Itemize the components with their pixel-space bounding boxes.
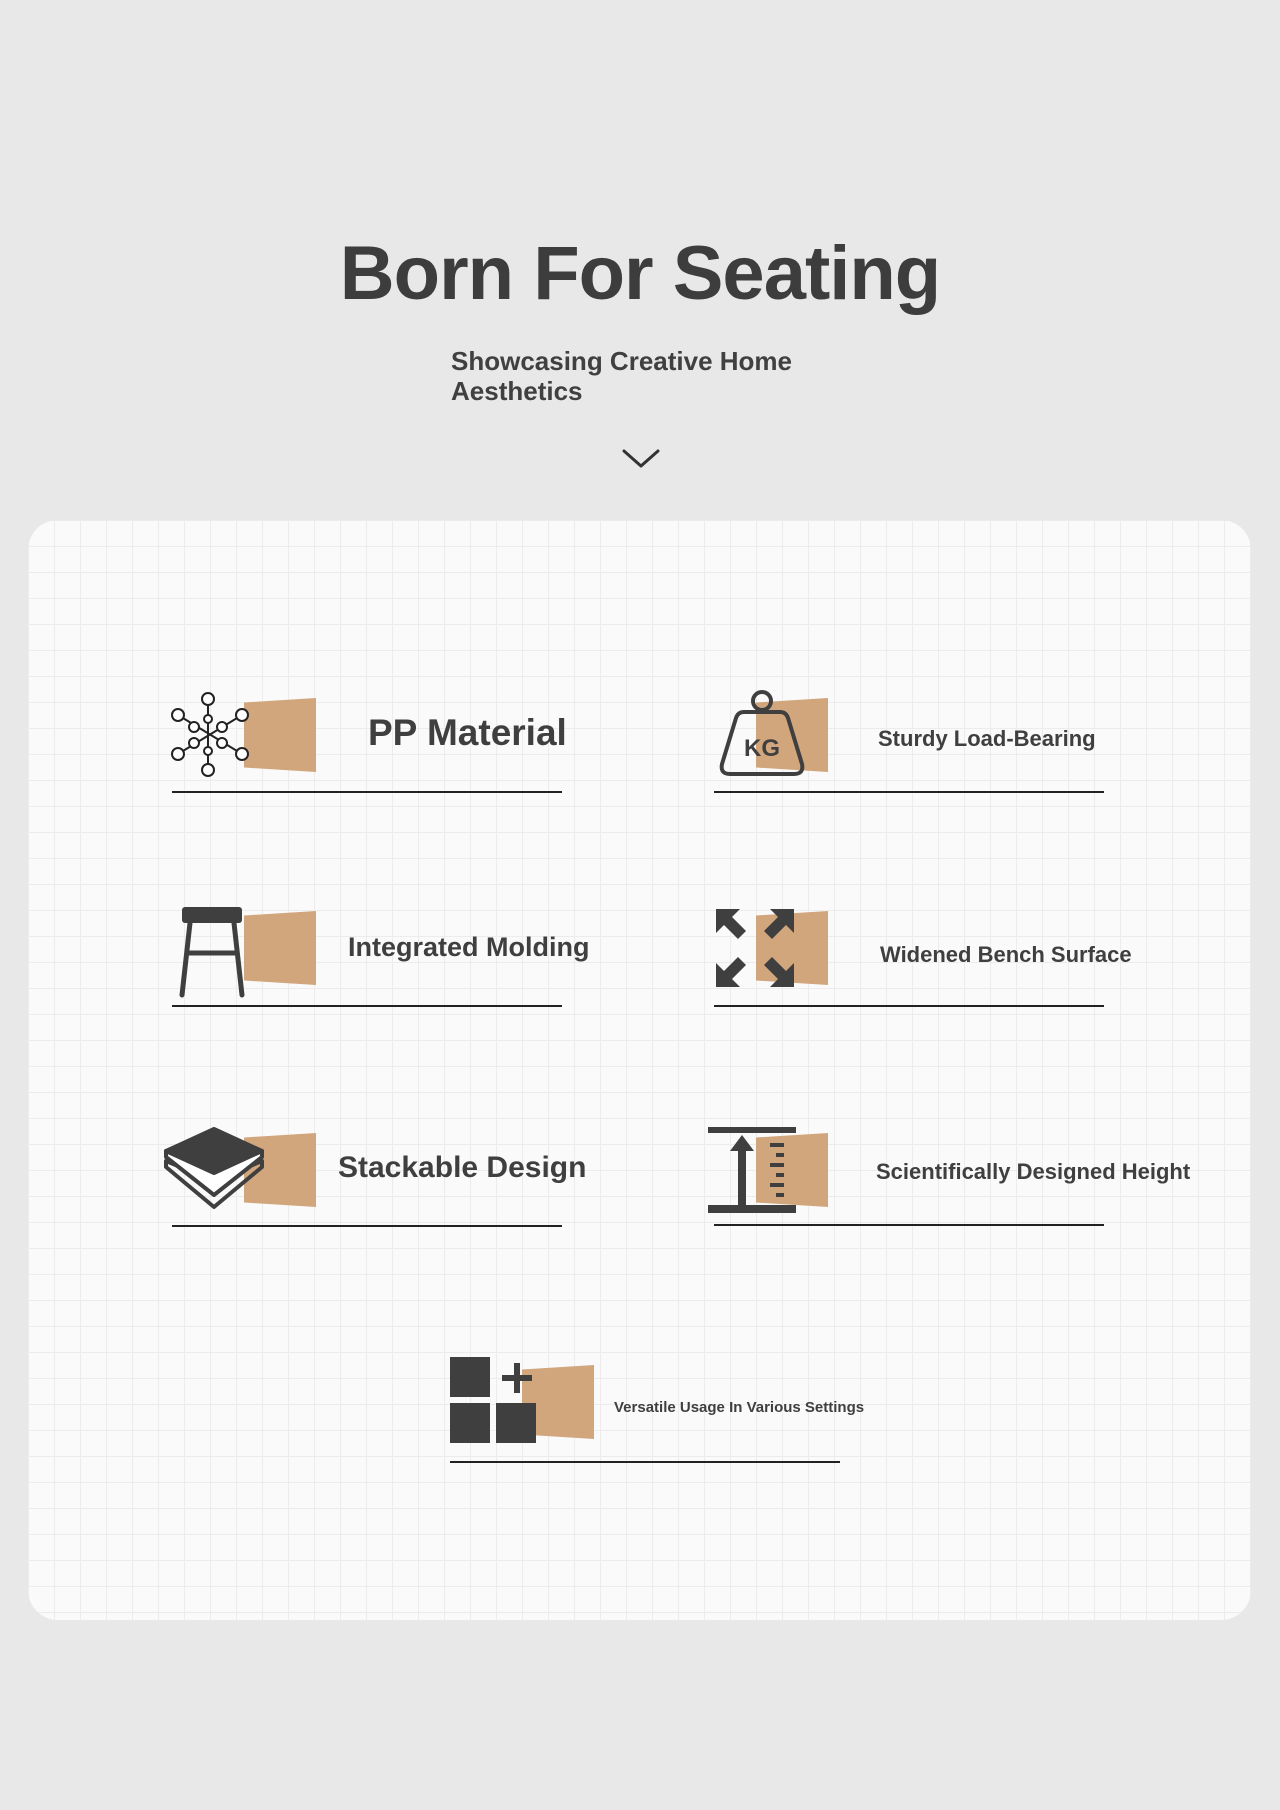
feature-label: PP Material [368,712,567,753]
feature-label: Versatile Usage In Various Settings [614,1399,865,1416]
kg-weight-icon-text: KG [744,735,780,762]
feature-pp-material [168,690,628,830]
feature-sturdy-load-bearing [710,690,1170,830]
feature-scientifically-designed-height [710,1125,1230,1265]
feature-divider [172,791,562,793]
grid-plus-icon [448,1355,536,1445]
feature-label: Integrated Molding [348,932,590,962]
feature-divider [714,1224,1104,1226]
feature-divider [172,1005,562,1007]
layers-icon [162,1127,266,1211]
feature-label: Sturdy Load-Bearing [878,726,1096,751]
subtitle-line-2: Aesthetics [451,376,583,406]
stool-icon [178,903,248,999]
feature-stackable-design [168,1125,628,1265]
chevron-down-icon[interactable] [622,448,660,470]
feature-divider [172,1225,562,1227]
expand-arrows-icon [714,907,796,989]
subtitle-line-1: Showcasing Creative Home [451,346,792,376]
kg-weight-icon [720,690,810,780]
feature-integrated-molding [168,905,628,1045]
feature-widened-bench-surface [710,905,1210,1045]
page-subtitle [451,346,831,406]
features-panel [28,520,1251,1620]
feature-divider [714,791,1104,793]
feature-label: Widened Bench Surface [880,942,1132,967]
height-ruler-icon [706,1125,802,1215]
feature-label: Scientifically Designed Height [876,1159,1191,1184]
feature-label: Stackable Design [338,1151,587,1184]
feature-divider [714,1005,1104,1007]
page-title: Born For Seating [339,231,941,316]
molecule-icon [168,690,268,780]
feature-divider [450,1461,840,1463]
feature-versatile-usage [446,1355,906,1495]
